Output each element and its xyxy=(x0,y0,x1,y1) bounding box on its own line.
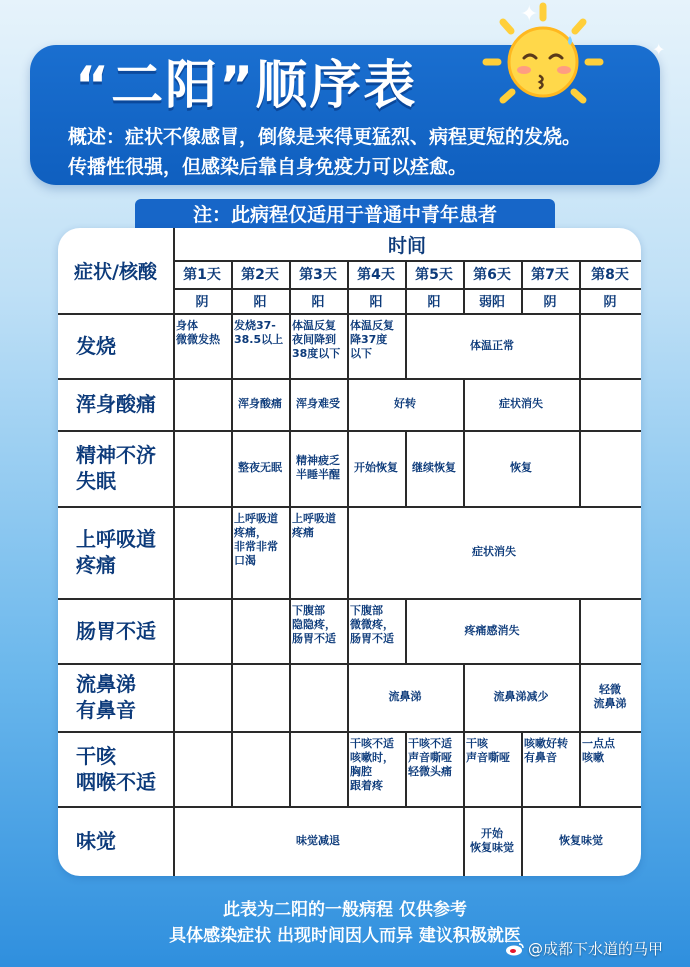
cell-gut-d4: 下腹部 微微疼， 肠胃不适 xyxy=(350,604,394,645)
grid-line xyxy=(289,663,291,731)
grid-line xyxy=(405,430,407,506)
symptom-label-3: 精神不济 失眠 xyxy=(76,443,156,493)
grid-line xyxy=(347,663,349,731)
cell-cough-d5: 干咳不适 声音嘶哑 轻微头痛 xyxy=(408,737,452,778)
grid-line xyxy=(231,663,233,731)
symptom-label-1: 发烧 xyxy=(76,333,116,358)
cell-insomnia-d3: 精神疲乏 半睡半醒 xyxy=(296,454,340,481)
grid-line xyxy=(579,731,581,806)
overview-line: 概述：症状不像感冒，倒像是来得更猛烈、病程更短的发烧。 xyxy=(68,126,582,148)
footer-line: 此表为二阳的一般病程 仅供参考 xyxy=(223,900,467,920)
grid-line xyxy=(579,663,581,731)
symptom-label-2: 浑身酸痛 xyxy=(76,392,156,416)
symptom-label-8: 味觉 xyxy=(76,829,116,853)
overview-text xyxy=(68,122,648,182)
grid-line xyxy=(58,506,641,508)
grid-line xyxy=(347,378,349,430)
cell-throat-d3: 上呼吸道 疼痛 xyxy=(292,512,336,539)
cell-fever-d4: 体温反复 降37度 以下 xyxy=(350,319,394,360)
cell-fever-d3: 体温反复 夜间降到 38度以下 xyxy=(292,319,341,360)
cell-fever-d1: 身体 微微发热 xyxy=(176,319,220,346)
grid-line xyxy=(231,598,233,663)
grid-line xyxy=(521,260,523,313)
grid-line xyxy=(521,731,523,806)
grid-line xyxy=(231,378,233,430)
cell-cough-d4: 干咳不适 咳嗽时， 胸腔 跟着疼 xyxy=(350,737,394,792)
grid-line xyxy=(463,430,465,506)
grid-line xyxy=(231,430,233,506)
grid-line xyxy=(58,806,641,808)
test-result-day-6: 弱阳 xyxy=(478,295,505,310)
grid-line xyxy=(579,378,581,430)
note-banner: 注：此病程仅适用于普通中青年患者 xyxy=(135,199,555,231)
cell-ache-d2: 浑身酸痛 xyxy=(238,397,282,410)
cell-throat-d4-8: 症状消失 xyxy=(472,545,516,558)
grid-line xyxy=(58,313,641,315)
cell-gut-d3: 下腹部 隐隐疼， 肠胃不适 xyxy=(292,604,336,645)
test-result-day-3: 阳 xyxy=(311,295,325,310)
sun-icon xyxy=(478,0,608,120)
cell-taste-d7-8: 恢复味觉 xyxy=(559,834,603,847)
symptom-label-5: 肠胃不适 xyxy=(76,618,156,643)
grid-line xyxy=(347,731,349,806)
day-header-5: 第5天 xyxy=(415,267,453,283)
symptom-label-4: 上呼吸道 疼痛 xyxy=(76,527,156,577)
grid-line xyxy=(289,313,291,378)
corner-header: 症状/核酸 xyxy=(74,261,157,283)
cell-cough-d7: 咳嗽好转 有鼻音 xyxy=(524,737,568,764)
grid-line xyxy=(579,598,581,663)
grid-line xyxy=(58,598,641,600)
grid-line xyxy=(405,260,407,313)
grid-line xyxy=(289,260,291,313)
footer-line: 具体感染症状 出现时间因人而异 建议积极就医 xyxy=(169,926,521,946)
grid-line xyxy=(463,806,465,876)
grid-line xyxy=(405,731,407,806)
grid-line xyxy=(347,260,349,313)
grid-line xyxy=(463,731,465,806)
grid-line xyxy=(231,731,233,806)
grid-line xyxy=(579,313,581,378)
overview-line: 传播性很强，但感染后靠自身免疫力可以痊愈。 xyxy=(68,156,468,178)
cell-cough-d6: 干咳 声音嘶哑 xyxy=(466,737,510,764)
day-header-1: 第1天 xyxy=(183,267,221,283)
day-header-7: 第7天 xyxy=(531,267,569,283)
grid-line xyxy=(58,663,641,665)
cell-gut-d5-7: 疼痛感消失 xyxy=(464,623,520,637)
cell-ache-d6-7: 症状消失 xyxy=(499,397,543,410)
grid-line xyxy=(289,598,291,663)
grid-line xyxy=(231,506,233,598)
grid-line xyxy=(347,313,349,378)
grid-line xyxy=(521,806,523,876)
sparkle-icon: ✦ xyxy=(652,40,666,59)
cell-nose-d8: 轻微 流鼻涕 xyxy=(593,683,627,710)
cell-nose-d4-5: 流鼻涕 xyxy=(388,690,422,703)
day-header-3: 第3天 xyxy=(299,267,337,283)
grid-line xyxy=(405,313,407,378)
grid-line xyxy=(231,313,233,378)
cell-fever-d2: 发烧37- 38.5以上 xyxy=(234,319,284,346)
cell-insomnia-d4: 开始恢复 xyxy=(354,461,398,474)
grid-line xyxy=(58,378,641,380)
time-header: 时间 xyxy=(387,234,426,257)
grid-line xyxy=(463,378,465,430)
grid-line xyxy=(347,506,349,598)
cell-insomnia-d5: 继续恢复 xyxy=(412,461,456,474)
cell-nose-d6-7: 流鼻涕减少 xyxy=(493,690,549,703)
test-result-day-1: 阴 xyxy=(195,295,209,310)
watermark-text: @成都下水道的马甲 xyxy=(528,940,664,958)
grid-line xyxy=(231,260,233,313)
grid-line xyxy=(347,598,349,663)
grid-line xyxy=(463,260,465,313)
grid-line xyxy=(58,731,641,733)
day-header-8: 第8天 xyxy=(591,267,629,283)
grid-line xyxy=(347,430,349,506)
page-title: “二阳”顺序表 xyxy=(75,56,418,116)
grid-line xyxy=(289,378,291,430)
cell-taste-d1-5: 味觉减退 xyxy=(296,834,340,847)
grid-line xyxy=(173,260,641,262)
day-header-6: 第6天 xyxy=(473,267,511,283)
grid-line xyxy=(58,430,641,432)
cell-ache-d4-5: 好转 xyxy=(394,397,416,410)
day-header-4: 第4天 xyxy=(357,267,395,283)
grid-line xyxy=(289,506,291,598)
grid-line xyxy=(405,598,407,663)
cell-taste-d6: 开始 恢复味觉 xyxy=(470,827,514,854)
cell-insomnia-d6-7: 恢复 xyxy=(510,461,532,474)
grid-line xyxy=(289,430,291,506)
grid-line xyxy=(173,288,641,290)
watermark xyxy=(505,936,690,962)
grid-line xyxy=(289,731,291,806)
test-result-day-5: 阳 xyxy=(427,295,441,310)
sparkle-icon: ✦ xyxy=(520,2,539,27)
cell-insomnia-d2: 整夜无眠 xyxy=(238,461,282,474)
test-result-day-8: 阴 xyxy=(603,295,617,310)
cell-fever-d5-8: 体温正常 xyxy=(470,338,514,352)
grid-line xyxy=(463,663,465,731)
cell-ache-d3: 浑身难受 xyxy=(296,397,340,410)
grid-line xyxy=(173,228,175,876)
weibo-logo-icon xyxy=(505,942,525,956)
symptom-label-7: 干咳 咽喉不适 xyxy=(76,743,156,794)
test-result-day-7: 阴 xyxy=(543,295,557,310)
test-result-day-4: 阳 xyxy=(369,295,383,310)
symptom-label-6: 流鼻涕 有鼻音 xyxy=(76,672,136,722)
test-result-day-2: 阳 xyxy=(253,295,267,310)
day-header-2: 第2天 xyxy=(241,267,279,283)
cell-throat-d2: 上呼吸道 疼痛， 非常非常 口渴 xyxy=(234,512,278,567)
grid-line xyxy=(579,430,581,506)
grid-line xyxy=(579,260,581,313)
symptom-table xyxy=(58,228,641,876)
cell-cough-d8: 一点点 咳嗽 xyxy=(582,737,615,764)
